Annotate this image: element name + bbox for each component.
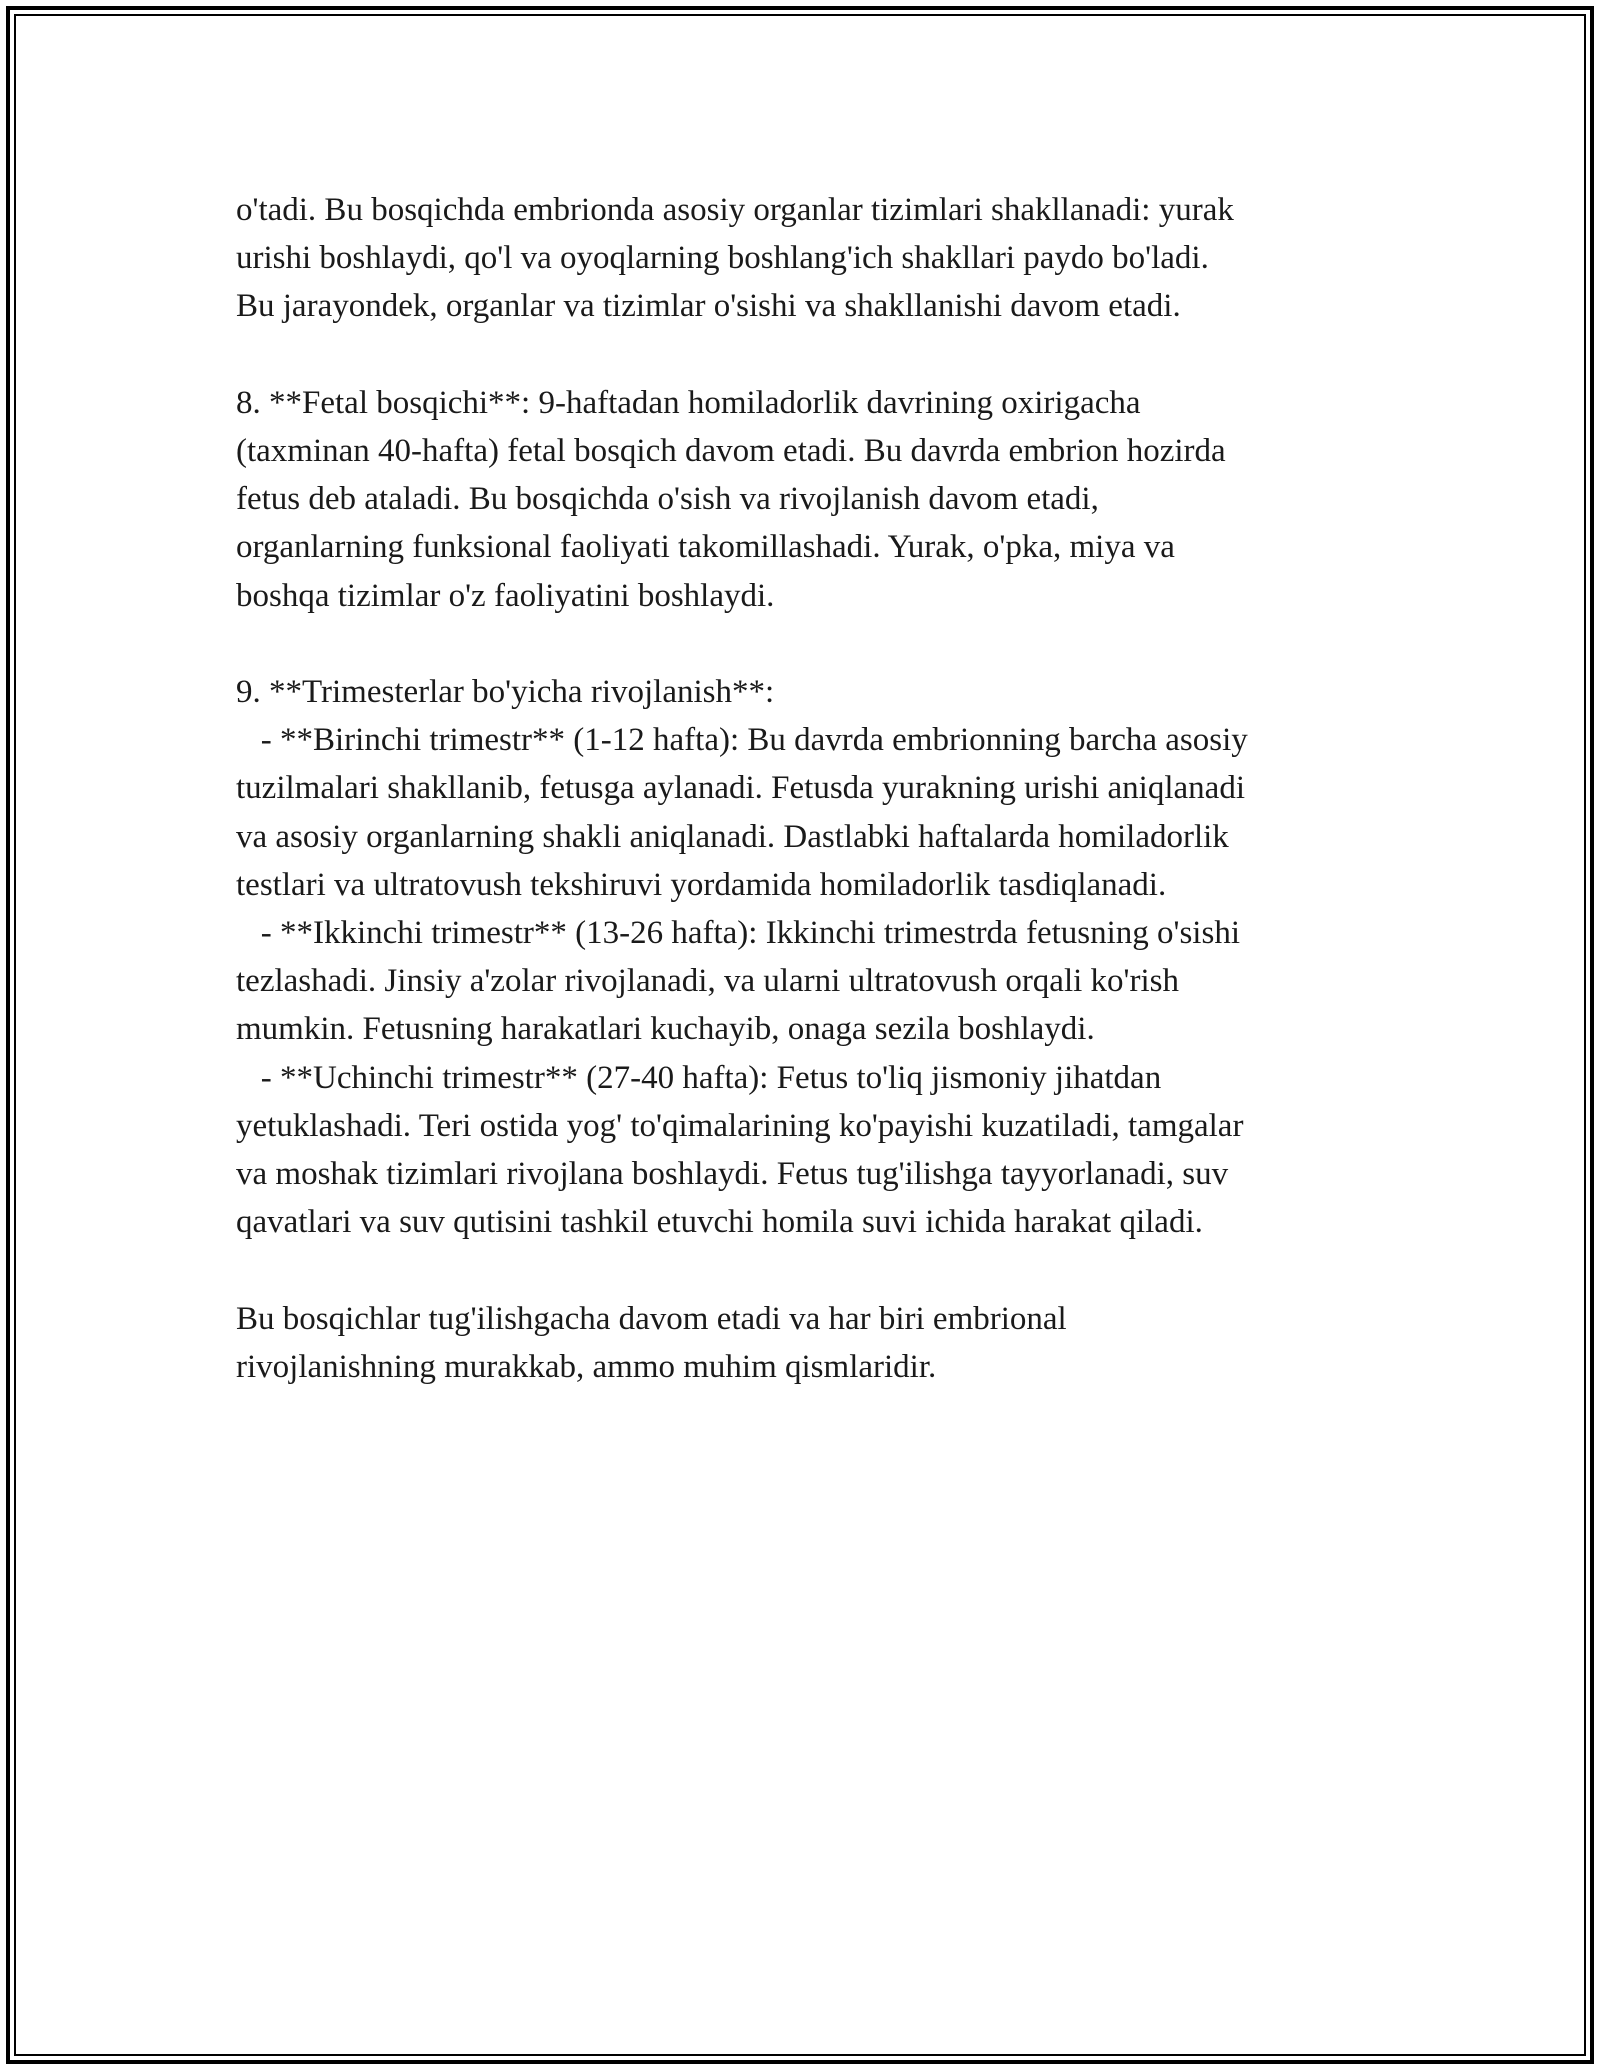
- paragraph-gap: [236, 620, 1416, 668]
- text-line: o'tadi. Bu bosqichda embrionda asosiy organlar tizimlari shakllanadi: yurak: [236, 192, 1234, 228]
- text-line: Bu jarayondek, organlar va tizimlar o'sishi va shakllanishi davom etadi.: [236, 288, 1181, 325]
- text-line: urishi boshlaydi, qo'l va oyoqlarning boshlang'ich shakllari paydo bo'ladi.: [236, 240, 1209, 277]
- text-line: fetus deb ataladi. Bu bosqichda o'sish va rivojlanish davom etadi,: [236, 481, 1099, 518]
- text-line: qavatlari va suv qutisini tashkil etuvchi homila suvi ichida harakat qiladi.: [236, 1204, 1203, 1241]
- text-line: 9. **Trimesterlar bo'yicha rivojlanish**:: [236, 674, 775, 710]
- text-line: boshqa tizimlar o'z faoliyatini boshlaydi.: [236, 577, 775, 614]
- paragraph-trimesters: [236, 668, 1416, 1246]
- paragraph-gap: [236, 331, 1416, 379]
- bullet-first-trimester: - **Birinchi trimestr** (1-12 hafta): Bu davrda embrionning barcha asosiy: [236, 722, 1248, 759]
- text-line: va asosiy organlarning shakli aniqlanadi. Dastlabki haftalarda homiladorlik: [236, 818, 1229, 855]
- bullet-third-trimester: - **Uchinchi trimestr** (27-40 hafta): Fetus to'liq jismoniy jihatdan: [236, 1059, 1162, 1096]
- document-body: [236, 186, 1416, 1391]
- text-line: va moshak tizimlari rivojlana boshlaydi. Fetus tug'ilishga tayyorlanadi, suv: [236, 1156, 1229, 1193]
- bullet-second-trimester: - **Ikkinchi trimestr** (13-26 hafta): Ikkinchi trimestrda fetusning o'sishi: [236, 915, 1240, 952]
- paragraph-conclusion: [236, 1295, 1416, 1391]
- text-line: Bu bosqichlar tug'ilishgacha davom etadi va har biri embrional: [236, 1300, 1067, 1337]
- paragraph-embryonic-continuation: [236, 186, 1416, 331]
- paragraph-fetal-stage: [236, 379, 1416, 620]
- text-line: tuzilmalari shakllanib, fetusga aylanadi. Fetusda yurakning urishi aniqlanadi: [236, 770, 1245, 807]
- text-line: tezlashadi. Jinsiy a'zolar rivojlanadi, va ularni ultratovush orqali ko'rish: [236, 963, 1179, 1000]
- text-line: rivojlanishning murakkab, ammo muhim qismlaridir.: [236, 1348, 937, 1385]
- text-line: yetuklashadi. Teri ostida yog' to'qimalarining ko'payishi kuzatiladi, tamgalar: [236, 1107, 1244, 1144]
- text-line: (taxminan 40-hafta) fetal bosqich davom etadi. Bu davrda embrion hozirda: [236, 433, 1226, 469]
- text-line: mumkin. Fetusning harakatlari kuchayib, onaga sezila boshlaydi.: [236, 1011, 1095, 1048]
- paragraph-gap: [236, 1246, 1416, 1294]
- text-line: testlari va ultratovush tekshiruvi yordamida homiladorlik tasdiqlanadi.: [236, 866, 1167, 903]
- text-line: organlarning funksional faoliyati takomillashadi. Yurak, o'pka, miya va: [236, 529, 1175, 566]
- text-line: 8. **Fetal bosqichi**: 9-haftadan homiladorlik davrining oxirigacha: [236, 384, 1141, 421]
